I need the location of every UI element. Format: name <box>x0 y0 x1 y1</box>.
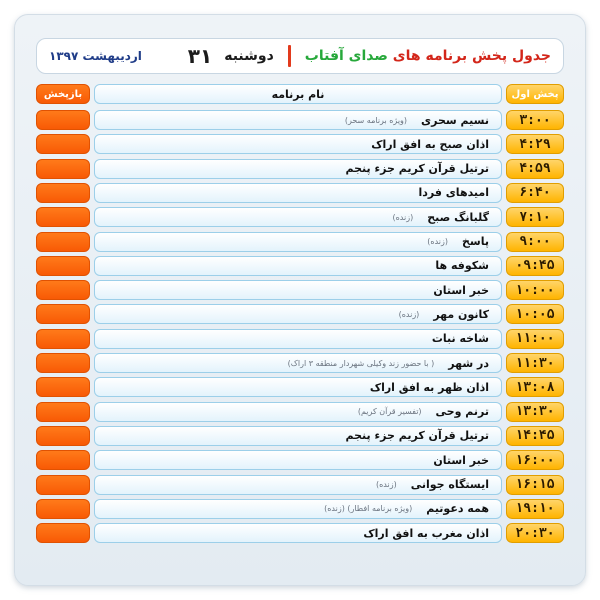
program-name: شکوفه ها <box>435 259 489 273</box>
program-name-cell <box>94 353 502 373</box>
program-name: کانون مهر <box>433 307 489 321</box>
col-header-name: نام برنامه <box>94 84 502 104</box>
program-note: (زنده) <box>375 480 397 489</box>
first-air-time: ۷:۱۰ <box>506 207 564 227</box>
first-air-time: ۴:۵۹ <box>506 159 564 179</box>
program-name-cell <box>94 207 502 227</box>
program-name-cell <box>94 450 502 470</box>
program-name: گلبانگ صبح <box>427 210 489 224</box>
program-note: (ویژه برنامه افطار) (زنده) <box>324 504 413 514</box>
program-name-cell <box>94 232 502 252</box>
rerun-cell <box>36 499 90 519</box>
rerun-cell <box>36 523 90 543</box>
program-name-cell <box>94 280 502 300</box>
program-name: ترتیل قرآن کریم جزء پنجم <box>345 162 489 176</box>
first-air-time: ۴:۲۹ <box>506 134 564 154</box>
schedule-header <box>36 38 564 74</box>
program-note: (زنده) <box>427 237 448 246</box>
first-air-time: ۲۰:۳۰ <box>506 523 564 543</box>
first-air-time: ۳:۰۰ <box>506 110 564 130</box>
table-row <box>36 450 564 470</box>
first-air-time: ۶:۴۰ <box>506 183 564 203</box>
program-name-cell <box>94 426 502 446</box>
first-air-time: ۱۹:۱۰ <box>506 499 564 519</box>
rerun-cell <box>36 256 90 276</box>
table-row <box>36 402 564 422</box>
table-row <box>36 207 564 227</box>
first-air-time: ۱۰:۰۵ <box>506 304 564 324</box>
program-name-cell <box>94 402 502 422</box>
program-name-cell <box>94 304 502 324</box>
program-note: (تفسیر قرآن کریم) <box>357 407 422 417</box>
program-name-cell <box>94 159 502 179</box>
table-row <box>36 304 564 324</box>
brand-name: صدای آفتاب <box>304 48 388 64</box>
col-header-rerun: بازپخش <box>36 84 90 104</box>
table-row <box>36 159 564 179</box>
program-name: اذان صبح به افق اراک <box>371 137 489 151</box>
rerun-cell <box>36 183 90 203</box>
table-row <box>36 110 564 130</box>
month-year: اردیبهشت ۱۳۹۷ <box>49 49 142 63</box>
rerun-cell <box>36 475 90 495</box>
first-air-time: ۱۳:۳۰ <box>506 402 564 422</box>
header-divider <box>288 45 291 67</box>
first-air-time: ۱۶:۱۵ <box>506 475 564 495</box>
program-name: در شهر <box>448 356 489 370</box>
schedule-table <box>36 84 564 560</box>
table-row <box>36 280 564 300</box>
first-air-time: ۱۳:۰۸ <box>506 377 564 397</box>
rerun-cell <box>36 450 90 470</box>
first-air-time: ۱۱:۳۰ <box>506 353 564 373</box>
program-name: ایستگاه جوانی <box>410 478 489 491</box>
first-air-time: ۱۶:۰۰ <box>506 450 564 470</box>
table-row <box>36 353 564 373</box>
program-name: شاخه نبات <box>431 332 489 346</box>
table-row <box>36 523 564 543</box>
program-name-cell <box>94 110 502 130</box>
program-note: (زنده) <box>392 212 414 222</box>
program-name-cell <box>94 256 502 276</box>
program-note: (ویژه برنامه سحر) <box>344 115 408 125</box>
first-air-time: ۱۰:۰۰ <box>506 280 564 300</box>
rerun-cell <box>36 426 90 446</box>
table-row <box>36 134 564 154</box>
program-name-cell <box>94 377 502 397</box>
program-name: اذان مغرب به افق اراک <box>363 526 489 540</box>
program-name: نسیم سحری <box>421 113 489 127</box>
program-name-cell <box>94 183 502 203</box>
table-row <box>36 183 564 203</box>
program-name-cell <box>94 523 502 543</box>
rerun-cell <box>36 280 90 300</box>
first-air-time: ۹:۰۰ <box>506 232 564 252</box>
table-header-row <box>36 84 564 104</box>
rerun-cell <box>36 110 90 130</box>
program-name-cell <box>94 499 502 519</box>
day-number: ۳۱ <box>187 44 213 68</box>
program-name: پاسخ <box>461 235 489 248</box>
rerun-cell <box>36 402 90 422</box>
program-note: ( با حضور زند وکیلی شهردار منطقه ۳ اراک) <box>287 358 435 368</box>
program-name: ترتیل قرآن کریم جزء پنجم <box>345 429 489 443</box>
first-air-time: ۱۴:۴۵ <box>506 426 564 446</box>
table-row <box>36 377 564 397</box>
rerun-cell <box>36 134 90 154</box>
program-name: خبر استان <box>433 283 489 297</box>
program-note: (زنده) <box>398 309 420 319</box>
rerun-cell <box>36 377 90 397</box>
table-row <box>36 232 564 252</box>
program-name-cell <box>94 329 502 349</box>
first-air-time: ۱۱:۰۰ <box>506 329 564 349</box>
program-name: خبر استان <box>433 453 489 467</box>
day-name: دوشنبه <box>224 48 274 64</box>
program-name: اذان ظهر به افق اراک <box>369 380 489 394</box>
table-row <box>36 426 564 446</box>
table-row <box>36 329 564 349</box>
rerun-cell <box>36 207 90 227</box>
program-name: همه دعوتیم <box>426 502 489 516</box>
rerun-cell <box>36 232 90 252</box>
table-row <box>36 256 564 276</box>
program-name-cell <box>94 475 502 495</box>
table-row <box>36 475 564 495</box>
rerun-cell <box>36 159 90 179</box>
first-air-time: ۰۹:۴۵ <box>506 256 564 276</box>
rerun-cell <box>36 304 90 324</box>
program-name-cell <box>94 134 502 154</box>
rerun-cell <box>36 329 90 349</box>
rerun-cell <box>36 353 90 373</box>
table-row <box>36 499 564 519</box>
col-header-time: پخش اول <box>506 84 564 104</box>
program-name: امیدهای فردا <box>418 186 489 200</box>
schedule-title: جدول پخش برنامه های صدای آفتاب <box>304 48 551 64</box>
program-name: ترنم وحی <box>435 405 489 419</box>
